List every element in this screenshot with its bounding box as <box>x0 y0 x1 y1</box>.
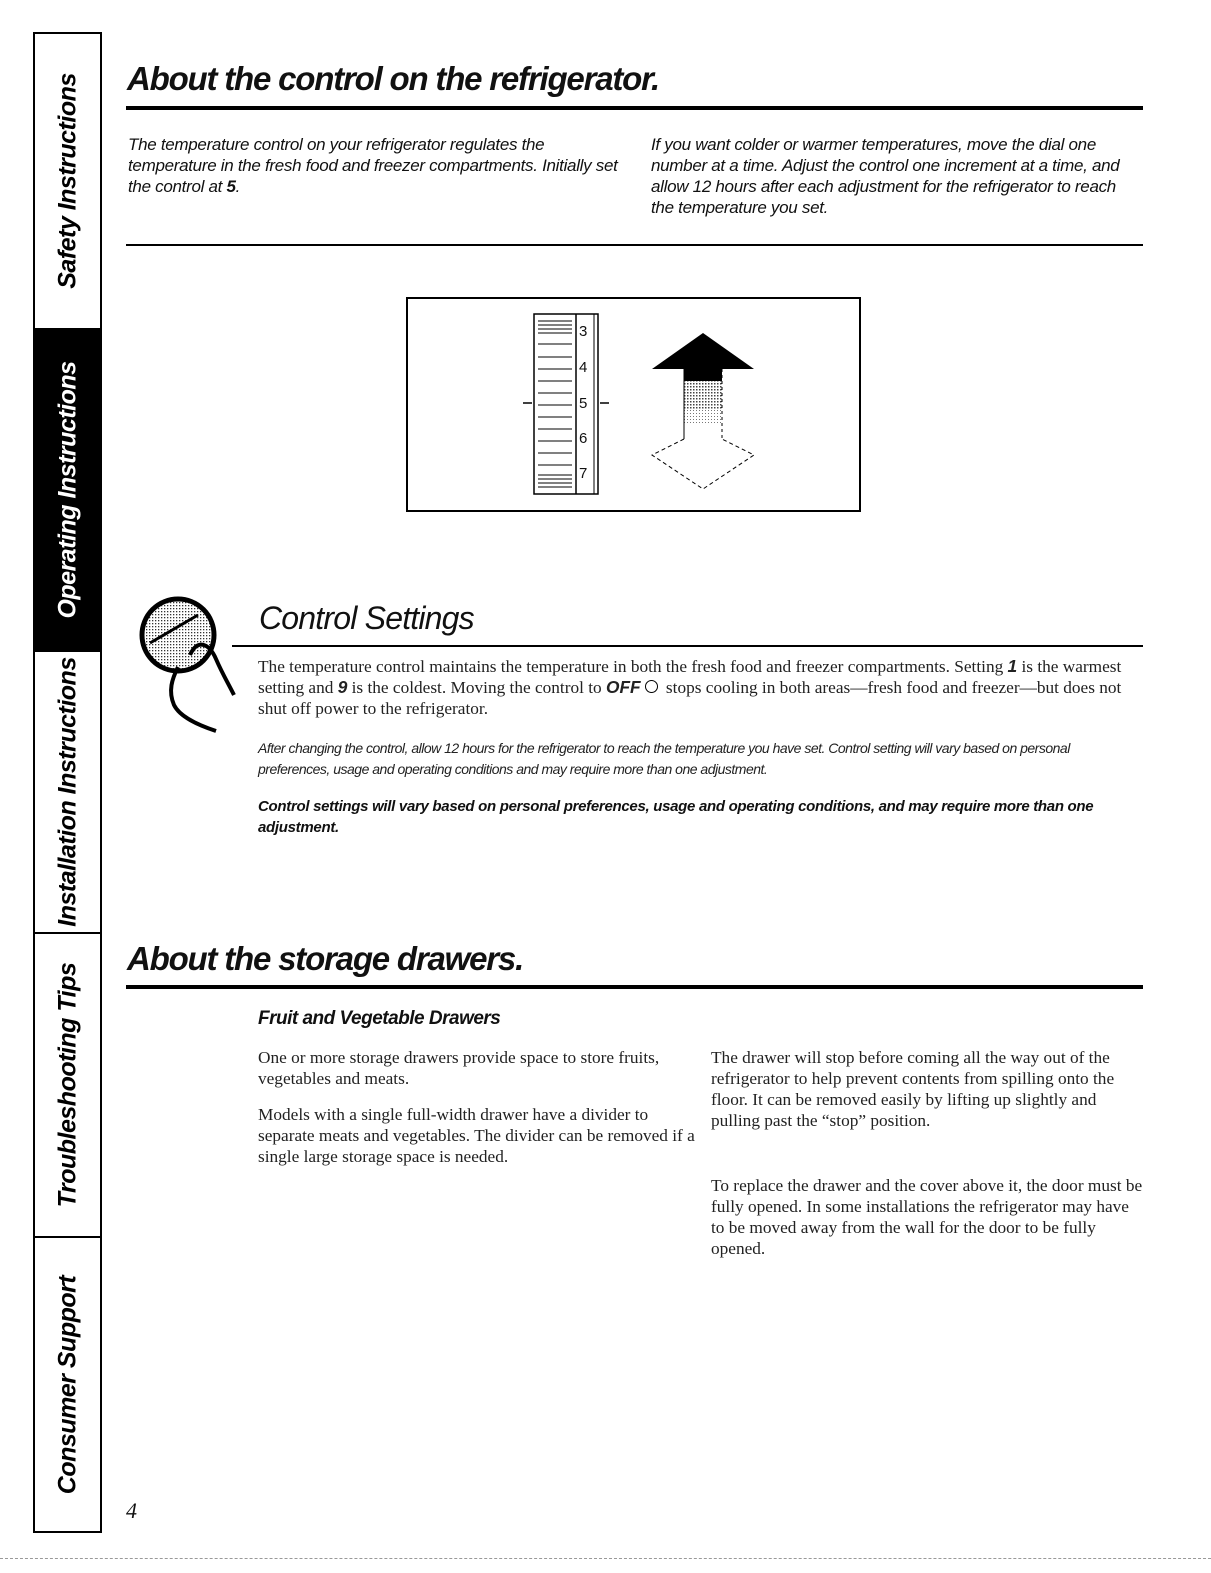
tab-label: Consumer Support <box>53 1275 81 1494</box>
dial-number: 7 <box>579 465 588 482</box>
page-bottom-edge <box>0 1558 1211 1559</box>
initial-setting: 5 <box>226 177 236 196</box>
tab-consumer-support[interactable] <box>35 1238 100 1531</box>
tab-label: Safety Instructions <box>53 73 81 289</box>
control-settings-bold-note: Control settings will vary based on personal preferences, usage and operating conditions, and may require more than one adjustment. <box>258 798 1094 836</box>
dial-number: 4 <box>579 359 588 376</box>
control-section-title: About the control on the refrigerator. <box>127 60 659 97</box>
title-rule <box>126 106 1143 110</box>
control-settings-paragraph: The temperature control maintains the temperature in both the fresh food and freezer compartments. Setting 1 is the warmest setting and 9 is the coldest. Moving the control to OFF stops cooling in both areas—fresh food and freezer—but does not shut off power to the refrigerator. <box>258 656 1122 718</box>
tab-safety-instructions[interactable] <box>35 34 100 330</box>
tab-label: Installation Instructions <box>53 657 81 927</box>
control-intro-right: If you want colder or warmer temperatures, move the dial one number at a time. Adjust the control one increment at a time, and allow 12 hours after each adjustment for the refrigerator to reach the temperature you set. <box>651 135 1120 217</box>
dial-number: 5 <box>579 395 588 412</box>
coldest-setting: 9 <box>337 677 348 697</box>
drawers-left-p2: Models with a single full-width drawer have a divider to separate meats and vegetables. The divider can be removed if a single large storage space is needed. <box>258 1105 695 1166</box>
drawers-left-p1: One or more storage drawers provide space to store fruits, vegetables and meats. <box>258 1048 660 1088</box>
dial-drawing <box>408 299 859 510</box>
storage-title-rule <box>126 985 1143 989</box>
dial-number: 3 <box>579 323 588 340</box>
dial-number: 6 <box>579 430 588 447</box>
drawers-right-p1: The drawer will stop before coming all the way out of the refrigerator to help prevent contents from spilling onto the floor. It can be removed easily by lifting up slightly and pulling past the “stop” position. <box>711 1048 1115 1130</box>
tab-operating-instructions[interactable] <box>35 330 100 652</box>
warmest-setting: 1 <box>1007 656 1018 676</box>
tab-installation-instructions[interactable] <box>35 652 100 934</box>
section-tab-bar <box>33 32 102 1533</box>
tab-troubleshooting-tips[interactable] <box>35 934 100 1238</box>
control-intro-left: The temperature control on your refrigerator regulates the temperature in the fresh food and freezer compartments. Initially set the control at 5. <box>128 135 618 196</box>
control-dial-diagram <box>406 297 861 512</box>
drawers-subtitle: Fruit and Vegetable Drawers <box>258 1008 501 1029</box>
power-icon <box>645 680 658 693</box>
dial-body <box>523 314 609 494</box>
off-setting: OFF <box>606 677 641 697</box>
page-number: 4 <box>126 1498 137 1523</box>
control-settings-note: After changing the control, allow 12 hours for the refrigerator to reach the temperature you have set. Control setting will vary based on personal preferences, usage and operating conditions and may require more than one adjustment. <box>258 740 1070 777</box>
section-divider <box>126 244 1143 246</box>
colder-warmer-arrow <box>652 333 754 489</box>
control-settings-title: Control Settings <box>259 600 474 636</box>
hand-turning-dial-icon <box>128 575 238 735</box>
control-settings-rule <box>232 645 1143 647</box>
tab-label: Troubleshooting Tips <box>53 962 81 1208</box>
storage-section-title: About the storage drawers. <box>127 940 524 977</box>
tab-label: Operating Instructions <box>53 361 81 619</box>
drawers-right-p2: To replace the drawer and the cover above it, the door must be fully opened. In some installations the refrigerator may have to be moved away from the wall for the door to be fully opened. <box>711 1176 1143 1258</box>
